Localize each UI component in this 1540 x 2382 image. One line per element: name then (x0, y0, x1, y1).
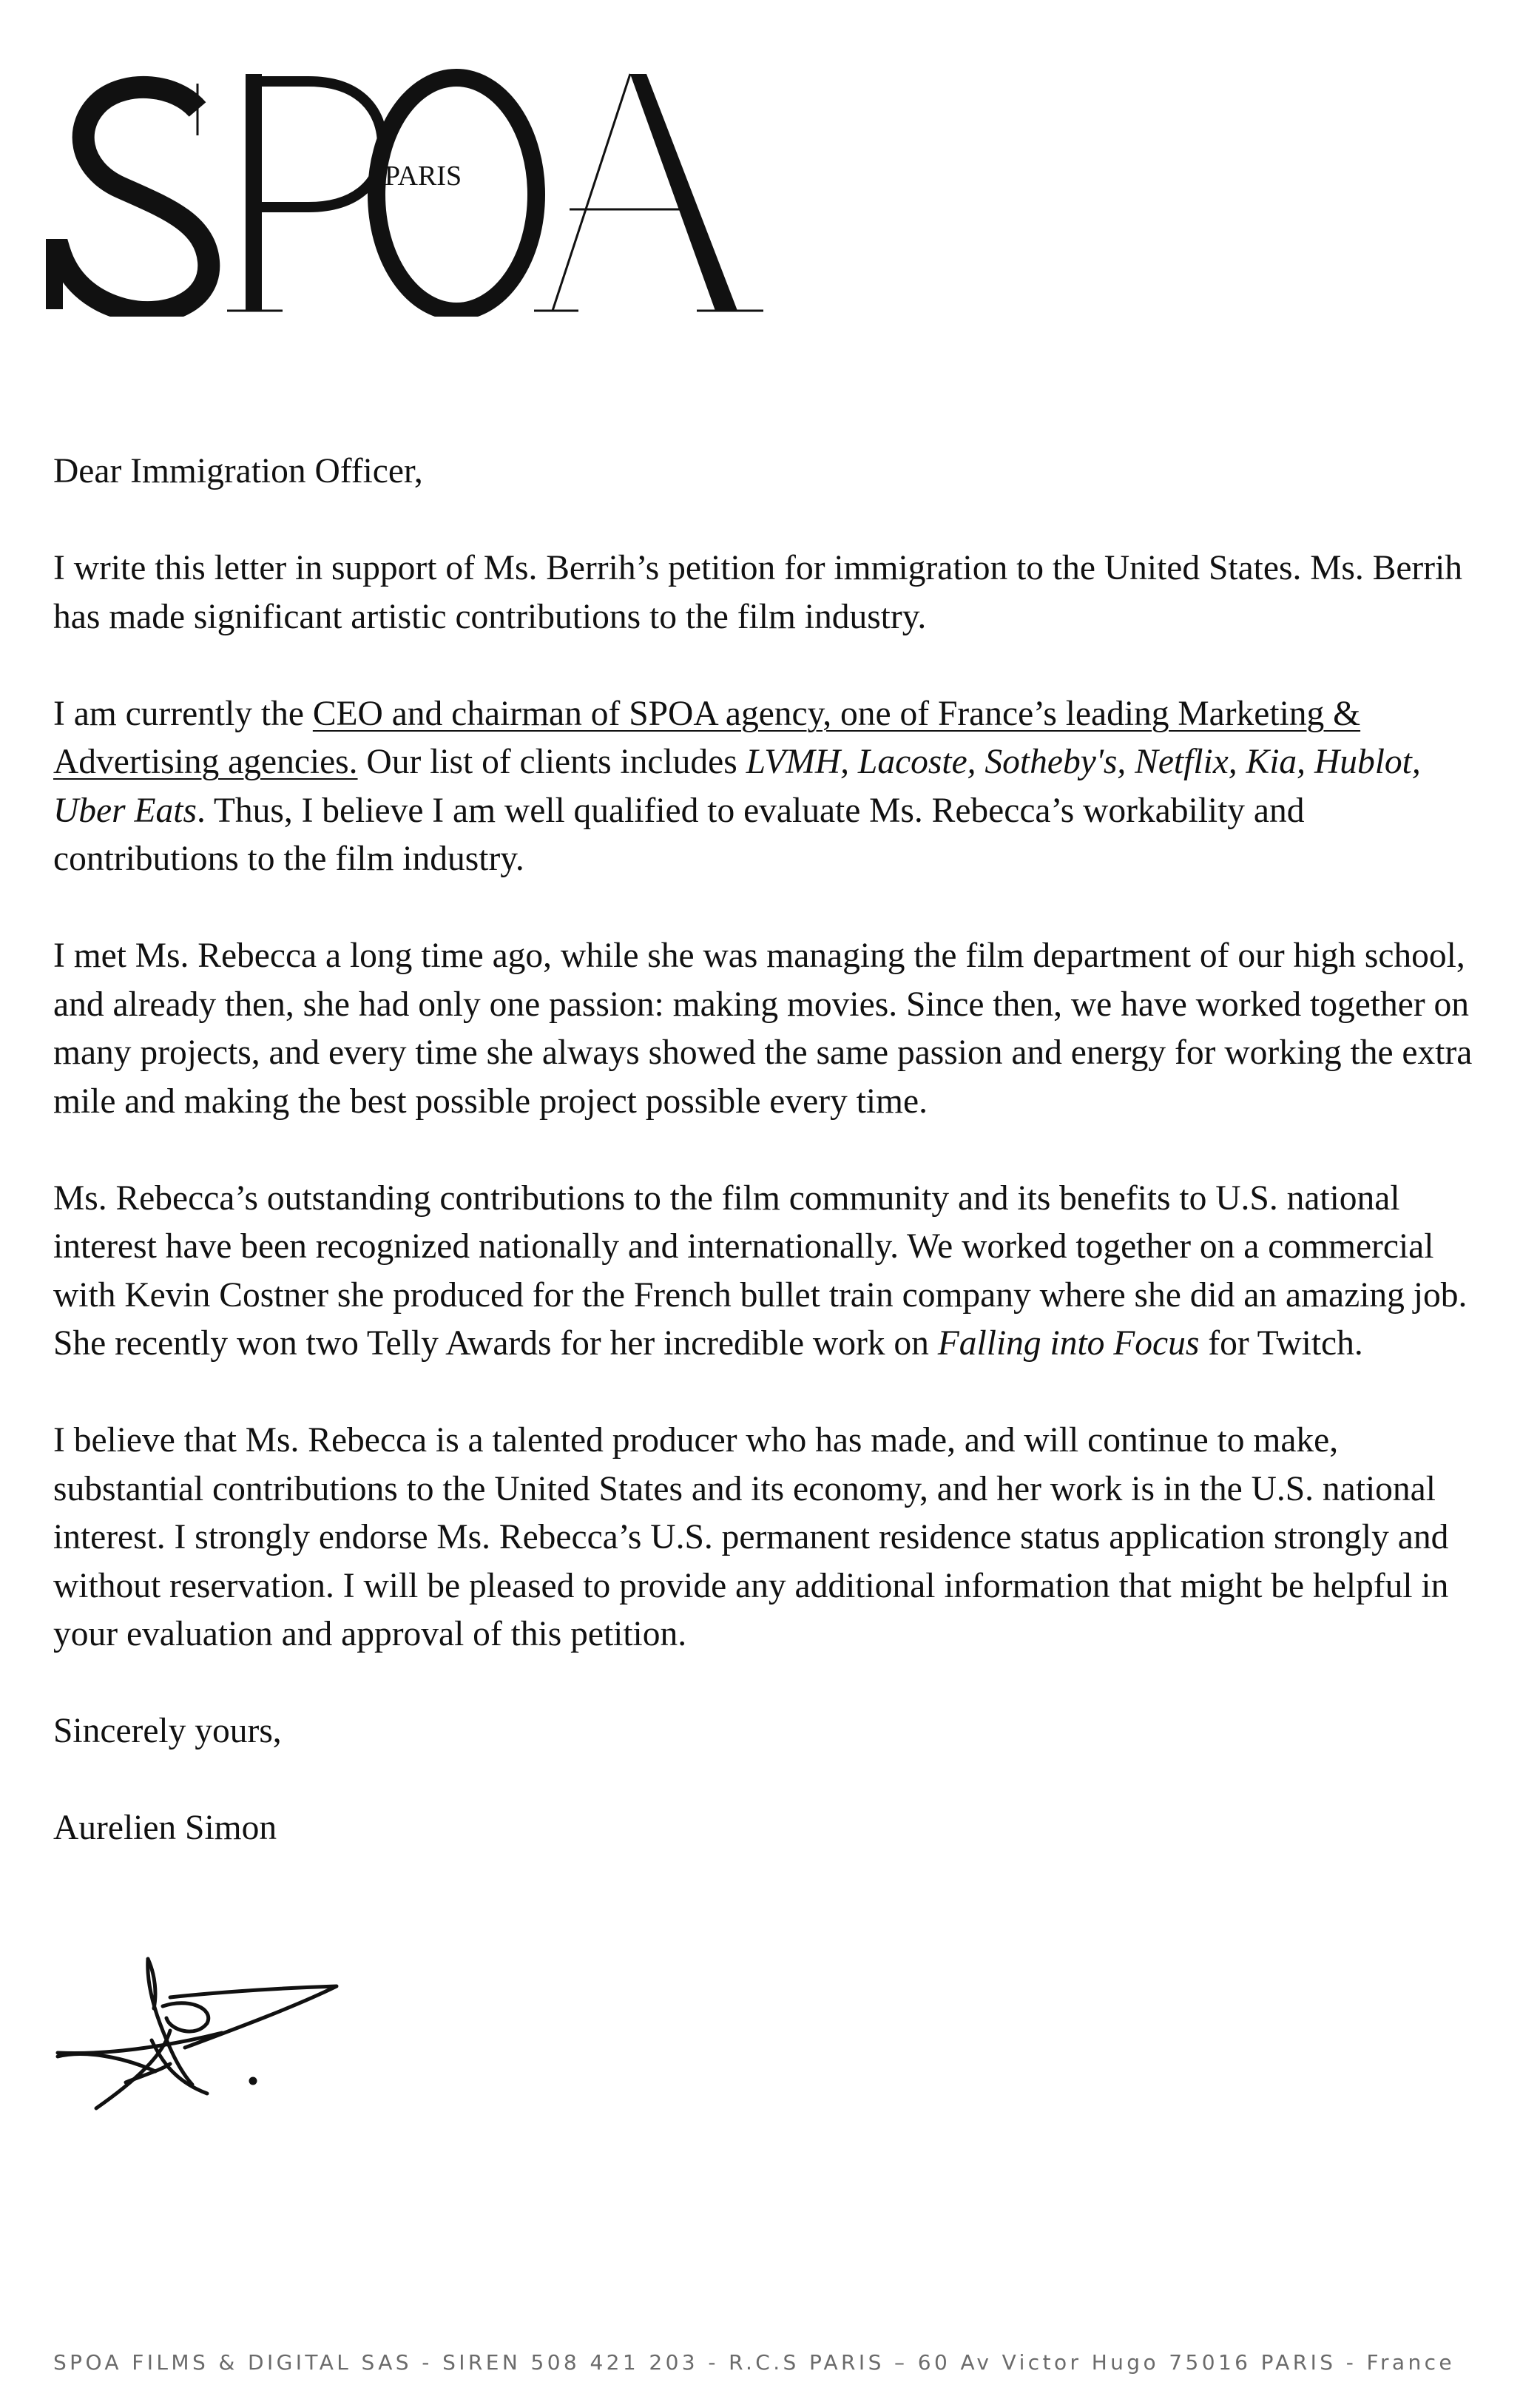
paragraph-1: I write this letter in support of Ms. Berrih’s petition for immigration to the United States. Ms. Berrih has made significant artistic contributions to the film industry. (53, 549, 1463, 636)
paragraph-3: I met Ms. Rebecca a long time ago, while she was managing the film department of our high school, and already then, she had only one passion: making movies. Since then, we have worked together on many projects, and every time she always showed the same passion and energy for working the extra mile and making the best possible project possible every time. (53, 937, 1473, 1121)
closing: Sincerely yours, (53, 1712, 282, 1750)
handwritten-signature (52, 1953, 355, 2123)
spoa-paris-logo (46, 65, 786, 317)
paragraph-4 (53, 1175, 1488, 1369)
salutation: Dear Immigration Officer, (53, 452, 423, 490)
p2-text-3: . Thus, I believe I am well qualified to evaluate Ms. Rebecca’s workability and contributions to the film industry. (53, 791, 1305, 878)
p4-text-1: Ms. Rebecca’s outstanding contributions to the film community and its benefits to U.S. national interest have been recognized nationally and internationally. We worked together on a commercial with Kevin Costner she produced for the French bullet train company where she did an amazing job. She recently won two Telly Awards for her incredible work on (53, 1178, 1468, 1363)
letter-body (53, 448, 1488, 1901)
client-list: LVMH, Lacoste, Sotheby's, Netflix, Kia, Hublot, Uber Eats (53, 743, 1421, 830)
logo-city-text: PARIS (384, 161, 462, 192)
company-footer: SPOA FILMS & DIGITAL SAS - SIREN 508 421 203 - R.C.S PARIS – 60 Av Victor Hugo 75016 PARIS - France (53, 2350, 1456, 2375)
p4-text-2: for Twitch. (1199, 1324, 1363, 1363)
p2-text-2: Our list of clients includes (357, 743, 746, 781)
p2-text-1: I am currently the (53, 694, 313, 733)
paragraph-5: I believe that Ms. Rebecca is a talented producer who has made, and will continue to make, substantial contributions to the United States and its economy, and her work is in the U.S. national interest. I strongly endorse Ms. Rebecca’s U.S. permanent residence status application strongly and without reservation. I will be pleased to provide any additional information that might be helpful in your evaluation and approval of this petition. (53, 1421, 1449, 1653)
film-title: Falling into Focus (937, 1324, 1200, 1363)
ceo-underlined-text: CEO and chairman of SPOA agency, one of France’s leading Marketing & Advertising agencies. (53, 694, 1361, 781)
paragraph-2 (53, 690, 1488, 884)
signer-name: Aurelien Simon (53, 1809, 277, 1847)
